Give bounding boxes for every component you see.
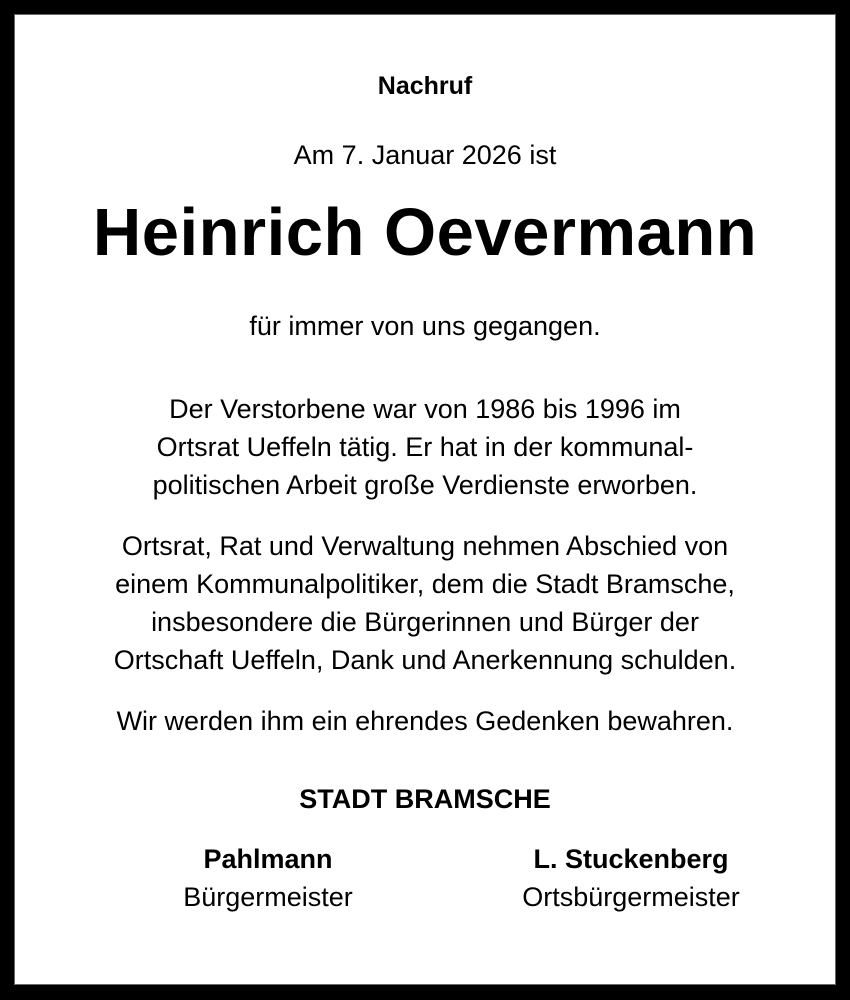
passed-line: für immer von uns gegangen. bbox=[249, 311, 601, 341]
text-line: Ortsrat, Rat und Verwaltung nehmen Abschied von bbox=[121, 531, 729, 561]
organization-name: STADT BRAMSCHE bbox=[299, 784, 551, 814]
text-line: Ortsrat Ueffeln tätig. Er hat in der kommunal- bbox=[156, 432, 694, 462]
text-line: Der Verstorbene war von 1986 bis 1996 im bbox=[169, 394, 681, 424]
paragraph-remembrance bbox=[14, 702, 836, 740]
signatory-role: Ortsbürgermeister bbox=[522, 882, 740, 912]
text-line: politischen Arbeit große Verdienste erworben. bbox=[152, 470, 698, 500]
deceased-name: Heinrich Oevermann bbox=[92, 195, 758, 270]
signatory-name: L. Stuckenberg bbox=[533, 844, 729, 874]
signatory-local-mayor bbox=[481, 840, 781, 916]
text-line: einem Kommunalpolitiker, dem die Stadt Bramsche, bbox=[115, 569, 735, 599]
signatory-name: Pahlmann bbox=[203, 844, 333, 874]
text-line: insbesondere die Bürgerinnen und Bürger der bbox=[151, 607, 699, 637]
paragraph-farewell bbox=[14, 527, 836, 679]
text-line: Ortschaft Ueffeln, Dank und Anerkennung schulden. bbox=[113, 645, 737, 675]
notice-heading: Nachruf bbox=[377, 72, 473, 100]
obituary-notice bbox=[14, 14, 836, 985]
date-line: Am 7. Januar 2026 ist bbox=[293, 140, 557, 170]
paragraph-tenure bbox=[14, 390, 836, 504]
signatory-mayor bbox=[118, 840, 418, 916]
signatory-role: Bürgermeister bbox=[183, 882, 353, 912]
text-line: Wir werden ihm ein ehrendes Gedenken bewahren. bbox=[116, 706, 734, 736]
